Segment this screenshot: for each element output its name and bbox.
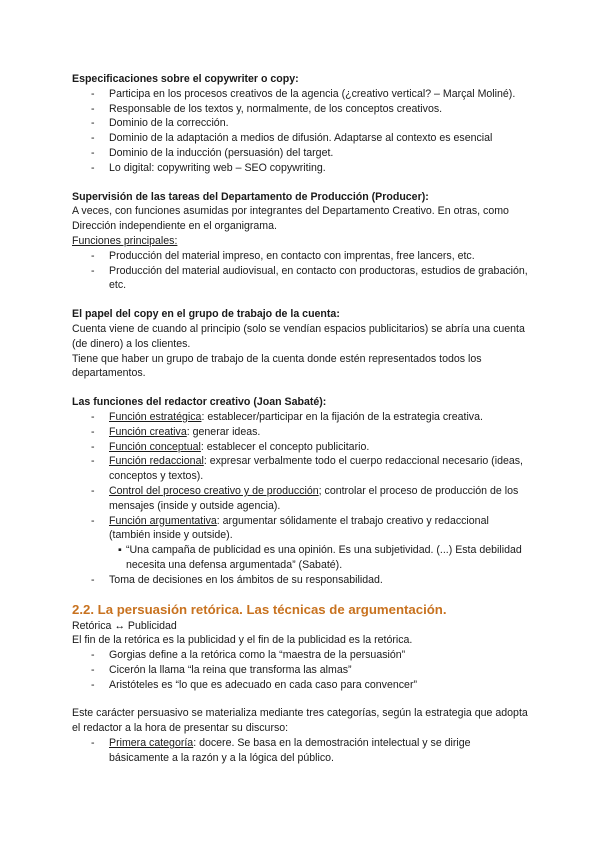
list-item — [72, 425, 532, 440]
function-term: Función estratégica — [109, 410, 202, 423]
funciones-list — [72, 410, 532, 543]
function-term: Función creativa — [109, 425, 187, 438]
copy-list — [72, 87, 532, 176]
list-item: - Cicerón la llama “la reina que transforma las almas” — [72, 663, 532, 678]
function-text: : establecer el concepto publicitario. — [200, 440, 370, 453]
papel-para-1: Cuenta viene de cuando al principio (solo se vendían espacios publicitarios) se abría una cuenta (de dinero) a los clientes. — [72, 322, 525, 350]
retorica-def: El fin de la retórica es la publicidad y el fin de la publicidad es la retórica. — [72, 634, 413, 647]
list-item — [72, 454, 532, 484]
producer-heading: Supervisión de las tareas del Departamento de Producción (Producer): — [72, 190, 429, 203]
list-item: - Dominio de la corrección. — [72, 116, 532, 131]
list-item: - Toma de decisiones en los ámbitos de su responsabilidad. — [72, 573, 532, 588]
list-item: - Dominio de la adaptación a medios de difusión. Adaptarse al contexto es esencial — [72, 131, 532, 146]
list-item — [72, 736, 532, 766]
categorias-para: Este carácter persuasivo se materializa mediante tres categorías, según la estrategia que adopta el redactor a la hora de presentar su discurso: — [72, 707, 528, 735]
categorias-list — [72, 736, 532, 766]
function-text: : generar ideas. — [186, 425, 261, 438]
function-text: ; controlar el proceso de producción de los mensajes (inside y outside agencia). — [109, 484, 519, 512]
list-item: - Producción del material impreso, en contacto con imprentas, free lancers, etc. — [72, 249, 532, 264]
sabate-quote — [72, 543, 532, 573]
list-item — [72, 440, 532, 455]
list-item: - Responsable de los textos y, normalmente, de los conceptos creativos. — [72, 102, 532, 117]
papel-para-2: Tiene que haber un grupo de trabajo de la cuenta donde estén representados todos los departamentos. — [72, 352, 482, 380]
list-item: - Producción del material audiovisual, en contacto con productoras, estudios de grabación, etc. — [72, 264, 532, 294]
papel-heading: El papel del copy en el grupo de trabajo de la cuenta: — [72, 308, 340, 321]
list-item — [72, 514, 532, 544]
list-item: - Lo digital: copywriting web – SEO copywriting. — [72, 161, 532, 176]
section-title: 2.2. La persuasión retórica. Las técnicas de argumentación. — [72, 601, 447, 617]
function-text: : argumentar sólidamente el trabajo creativo y redaccional (también inside y outside). — [109, 514, 489, 542]
function-term: Función redaccional — [109, 455, 204, 468]
function-text: : establecer/participar en la fijación de la estrategia creativa. — [201, 410, 483, 423]
producer-intro: A veces, con funciones asumidas por integrantes del Departamento Creativo. En otras, como Dirección independiente en el organigrama. — [72, 205, 509, 233]
list-item — [72, 410, 532, 425]
quote-text: “Una campaña de publicidad es una opinión. Es una subjetividad. (...) Esta debilidad necesita una defensa argumentada” (Sabaté). — [126, 544, 522, 571]
list-item: - Participa en los procesos creativos de la agencia (¿creativo vertical? – Marçal Moliné). — [72, 87, 532, 102]
list-item: - Aristóteles es “lo que es adecuado en cada caso para convencer” — [72, 678, 532, 693]
funciones-heading: Las funciones del redactor creativo (Joan Sabaté): — [72, 396, 327, 409]
function-term: Control del proceso creativo y de producción — [109, 484, 319, 497]
list-item: - Dominio de la inducción (persuasión) del target. — [72, 146, 532, 161]
category-text: : docere. Se basa en la demostración intelectual y se dirige básicamente a la razón y a la lógica del público. — [109, 737, 471, 764]
document-page — [72, 72, 532, 766]
retorica-list — [72, 648, 532, 692]
funciones-list-end — [72, 573, 532, 588]
function-term: Función conceptual — [109, 440, 201, 453]
copy-heading: Especificaciones sobre el copywriter o copy: — [72, 73, 299, 85]
square-bullet-icon: ▪ — [118, 544, 122, 557]
producer-subheading: Funciones principales: — [72, 234, 178, 247]
function-text: : expresar verbalmente todo el cuerpo redaccional necesario (ideas, conceptos y textos). — [109, 455, 523, 483]
list-item — [72, 484, 532, 514]
category-term: Primera categoría — [109, 737, 194, 750]
function-term: Función argumentativa — [109, 514, 217, 527]
list-item: - Gorgias define a la retórica como la “maestra de la persuasión” — [72, 648, 532, 663]
retorica-line: Retórica ↔ Publicidad — [72, 619, 177, 632]
producer-list — [72, 249, 532, 293]
